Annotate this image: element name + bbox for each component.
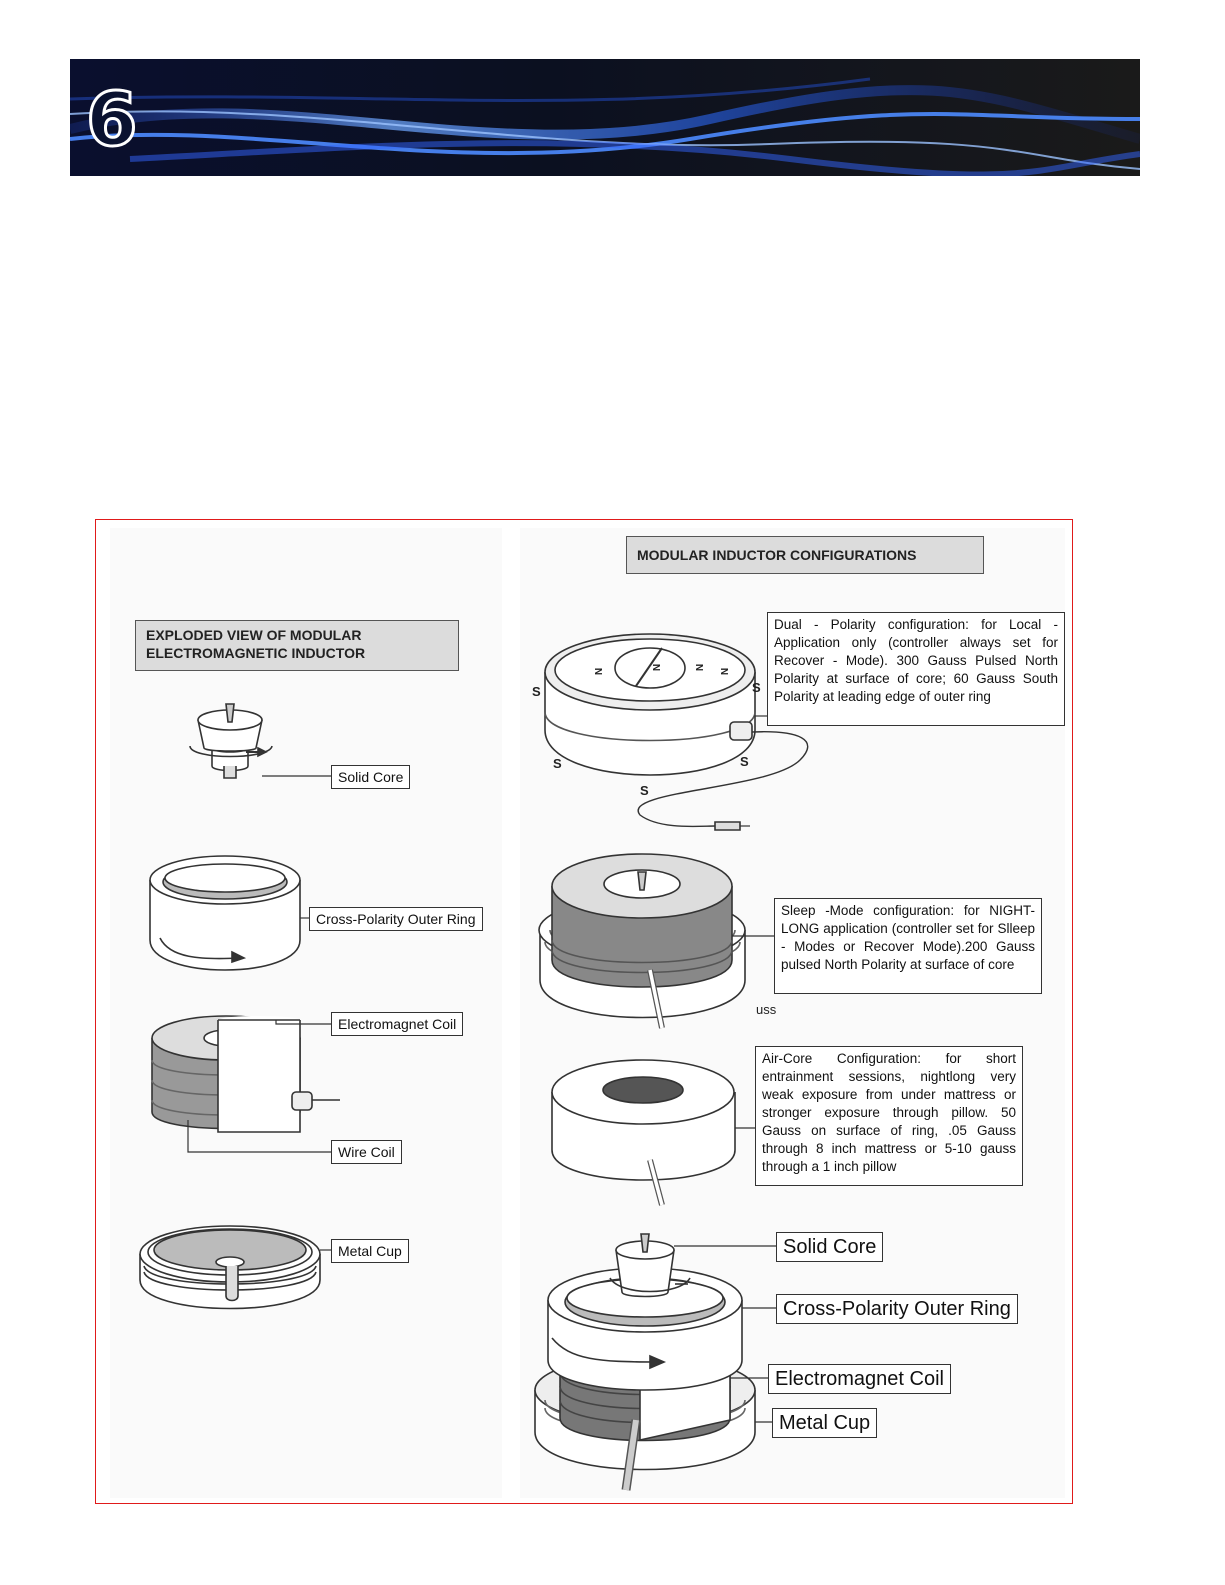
electromagnet-coil-part xyxy=(152,1016,340,1152)
south-pole-mark: S xyxy=(740,754,749,769)
north-pole-mark: N xyxy=(650,663,662,672)
south-pole-mark: S xyxy=(752,680,761,695)
electromagnet-coil-label: Electromagnet Coil xyxy=(331,1012,463,1036)
configurations-heading: MODULAR INDUCTOR CONFIGURATIONS xyxy=(626,536,984,574)
dual-polarity-description: Dual - Polarity configuration: for Local - Application only (controller always set for Recover - Mode). 300 Gauss Pulsed North Polarity at surface of core; 60 Gauss South Polarity at leading edge of outer ring xyxy=(767,612,1065,726)
south-pole-mark: S xyxy=(640,783,649,798)
south-pole-mark: S xyxy=(532,684,541,699)
assembly-metal-cup-label: Metal Cup xyxy=(772,1408,877,1438)
assembly-unit xyxy=(535,1234,776,1490)
air-core-unit xyxy=(552,1060,756,1205)
chapter-number: 6 xyxy=(86,77,138,163)
solid-core-label: Solid Core xyxy=(331,765,410,789)
outer-ring-part xyxy=(150,856,310,970)
solid-core-part xyxy=(190,704,332,778)
assembly-solid-core-label: Solid Core xyxy=(776,1232,883,1262)
south-pole-mark: S xyxy=(553,756,562,771)
metal-cup-part xyxy=(140,1226,332,1309)
outer-ring-label: Cross-Polarity Outer Ring xyxy=(309,907,483,931)
sleep-mode-fragment: uss xyxy=(756,1002,777,1017)
exploded-view-heading: EXPLODED VIEW OF MODULAR ELECTROMAGNETIC INDUCTOR xyxy=(135,620,459,671)
north-pole-mark: N xyxy=(592,667,604,676)
air-core-description: Air-Core Configuration: for short entrainment sessions, nightlong very weak exposure from under mattress or stronger exposure through pillow. 50 Gauss on surface of ring, .05 Gauss through 8 inch mattress or 5-10 gauss through a 1 inch pillow xyxy=(755,1046,1023,1186)
metal-cup-label: Metal Cup xyxy=(331,1239,409,1263)
wire-coil-label: Wire Coil xyxy=(331,1140,402,1164)
north-pole-mark: N xyxy=(718,667,730,676)
sleep-mode-unit xyxy=(539,854,776,1028)
sleep-mode-description: Sleep -Mode configuration: for NIGHT-LONG application (controller set for Slleep - Modes or Recover Mode).200 Gauss pulsed North Polarity at surface of core xyxy=(774,898,1042,994)
assembly-outer-ring-label: Cross-Polarity Outer Ring xyxy=(776,1294,1018,1324)
north-pole-mark: N xyxy=(693,663,705,672)
assembly-electromagnet-coil-label: Electromagnet Coil xyxy=(768,1364,951,1394)
